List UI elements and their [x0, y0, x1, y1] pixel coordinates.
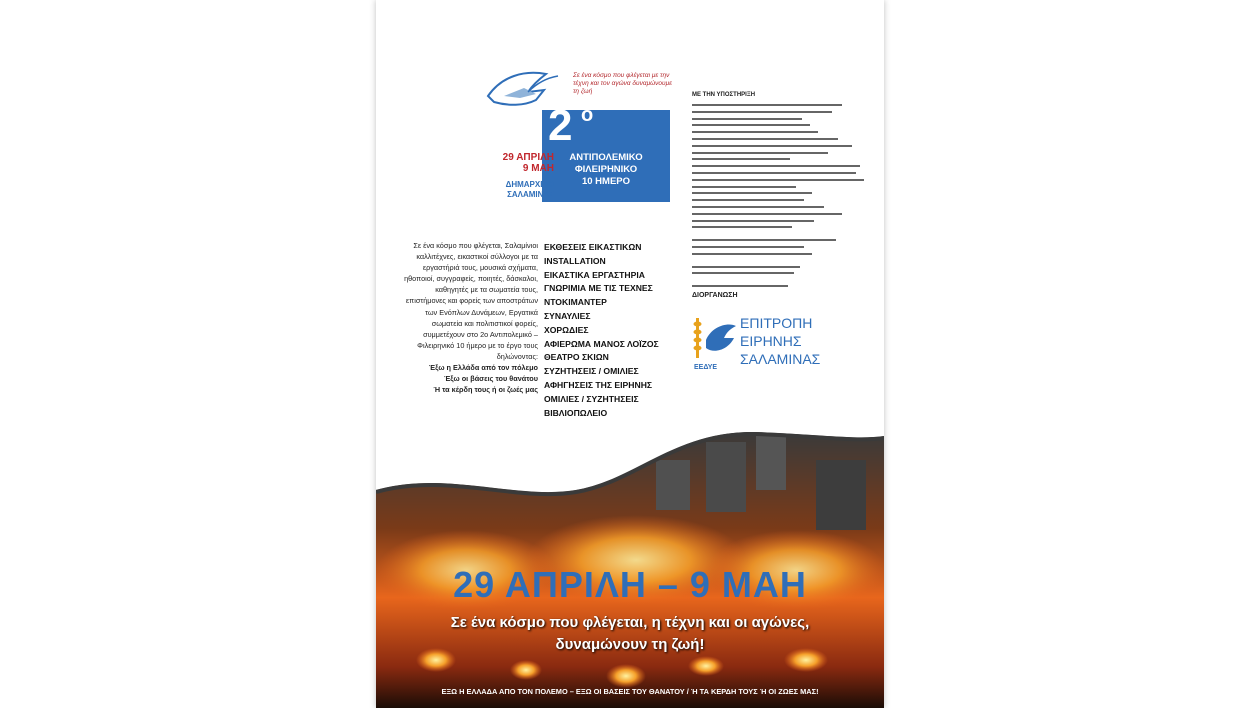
support-entry: [692, 179, 864, 181]
support-entry: [692, 206, 824, 208]
support-entry: [692, 239, 836, 241]
support-entry: [692, 172, 856, 174]
edition-superscript: ο: [581, 104, 594, 126]
slogan-line: Έξω οι βάσεις του θανάτου: [444, 374, 538, 384]
support-entry: [692, 186, 796, 188]
event-item: ΣΥΝΑΥΛΙΕΣ: [544, 310, 591, 321]
tagline-line: Σε ένα κόσμο που φλέγεται, η τέχνη και οι αγώνες,: [450, 614, 810, 631]
description-text: Σε ένα κόσμο που φλέγεται, Σαλαμίνιοι καλλιτέχνες, εικαστικοί σύλλογοι με τα εργαστήριά τους, μουσικά σχήματα, ηθοποιοί, συγγραφείς, ποιητές, δάσκαλοι, καθηγητές με τα σωματεία τους, επιστήμονες και φορείς των αποστράτων των Ενόπλων Δυνάμεων, Εργατικά σωματεία και πολιτιστικοί φορείς, συμμετέχουν στο 2ο Αντιπολεμικό – Φιλειρηνικό 10 ήμερο με το έργο τους δηλώνοντας:: [404, 241, 538, 361]
support-entry: [692, 226, 792, 228]
event-item: ΓΝΩΡΙΜΙΑ ΜΕ ΤΙΣ ΤΕΧΝΕΣ: [544, 283, 653, 294]
support-entry: [692, 104, 842, 106]
support-entry: [692, 213, 842, 215]
support-entry: [692, 199, 804, 201]
event-title-line: ΦΙΛΕΙΡΗΝΙΚΟ: [574, 164, 638, 175]
event-item: ΟΜΙΛΙΕΣ / ΣΥΖΗΤΗΣΕΙΣ: [544, 393, 639, 404]
support-entry: [692, 285, 788, 287]
support-entry: [692, 145, 852, 147]
edition-number: 2: [548, 101, 573, 150]
headline-date: 29 ΑΠΡΙΛΗ – 9 ΜΑΗ: [453, 564, 807, 605]
support-entry: [692, 220, 814, 222]
org-name-line: ΣΑΛΑΜΙΝΑΣ: [740, 351, 821, 367]
event-title: [542, 152, 670, 188]
support-entry: [692, 118, 802, 120]
logo-tagline: Σε ένα κόσμο που φλέγεται με την τέχνη και τον αγώνα δυναμώνουμε τη ζωή: [573, 72, 673, 95]
events-list: [544, 241, 694, 448]
event-title-line: ΑΝΤΙΠΟΛΕΜΙΚΟ: [569, 152, 643, 163]
event-item: ΘΕΑΤΡΟ ΣΚΙΩΝ: [544, 352, 609, 363]
venue-line: ΔΗΜΑΡΧΕΙΟ: [505, 180, 554, 189]
support-entry: [692, 131, 818, 133]
support-entry: [692, 165, 860, 167]
support-entry: [692, 272, 794, 274]
event-title-line: 10 ΗΜΕΡΟ: [581, 176, 631, 187]
event-item: ΕΙΚΑΣΤΙΚΑ ΕΡΓΑΣΤΗΡΙΑ: [544, 269, 645, 280]
slogan-line: Ή τα κέρδη τους ή οι ζωές μας: [433, 385, 538, 395]
support-entry: [692, 111, 832, 113]
support-entry: [692, 158, 790, 160]
venue-line: ΣΑΛΑΜΙΝΑΣ: [507, 190, 554, 199]
dates-line: 9 ΜΑΗ: [522, 163, 554, 174]
event-item: ΣΥΖΗΤΗΣΕΙΣ / ΟΜΙΛΙΕΣ: [544, 366, 639, 377]
event-description: [402, 240, 538, 395]
support-entry: [692, 253, 812, 255]
footer-slogan: ΕΞΩ Η ΕΛΛΑΔΑ ΑΠΟ ΤΟΝ ΠΟΛΕΜΟ – ΕΞΩ ΟΙ ΒΑΣΕΙΣ ΤΟΥ ΘΑΝΑΤΟΥ / Ή ΤΑ ΚΕΡΔΗ ΤΟΥΣ Ή ΟΙ ΖΩΕΣ ΜΑΣ!: [441, 687, 819, 696]
support-entry: [692, 246, 804, 248]
support-entry: [692, 124, 810, 126]
support-entry: [692, 152, 828, 154]
event-item: ΑΦΙΕΡΩΜΑ ΜΑΝΟΣ ΛΟΪΖΟΣ: [544, 338, 659, 349]
slogan-line: Έξω η Ελλάδα από τον πόλεμο: [428, 363, 538, 373]
organizer-abbreviation: ΕΕΔΥΕ: [694, 364, 718, 371]
support-title: ΜΕ ΤΗΝ ΥΠΟΣΤΗΡΙΞΗ: [692, 92, 756, 98]
event-item: ΑΦΗΓΗΣΕΙΣ ΤΗΣ ΕΙΡΗΝΗΣ: [544, 379, 653, 390]
poster: [376, 0, 884, 708]
tagline-line: δυναμώνουν τη ζωή!: [555, 636, 705, 653]
event-item: ΧΟΡΩΔΙΕΣ: [544, 324, 589, 335]
support-entry: [692, 266, 800, 268]
wheat-dove-logo-icon: [692, 316, 740, 364]
org-name-line: ΕΠΙΤΡΟΠΗ: [740, 315, 813, 331]
poster-tagline: [376, 612, 884, 656]
event-venue: [476, 180, 554, 200]
support-list: [692, 104, 872, 292]
event-item: ΝΤΟΚΙΜΑΝΤΕΡ: [544, 297, 607, 308]
support-entry: [692, 138, 838, 140]
event-item: ΒΙΒΛΙΟΠΩΛΕΙΟ: [544, 407, 608, 418]
event-item: INSTALLATION: [544, 255, 606, 266]
support-entry: [692, 192, 812, 194]
organizer-name: [740, 314, 820, 368]
dates-line: 29 ΑΠΡΙΛΗ: [502, 152, 554, 163]
org-name-line: ΕΙΡΗΝΗΣ: [740, 333, 802, 349]
event-dates: [476, 152, 554, 174]
event-item: ΕΚΘΕΣΕΙΣ ΕΙΚΑΣΤΙΚΩΝ: [544, 242, 642, 252]
organize-title: ΔΙΟΡΓΑΝΩΣΗ: [692, 292, 738, 299]
